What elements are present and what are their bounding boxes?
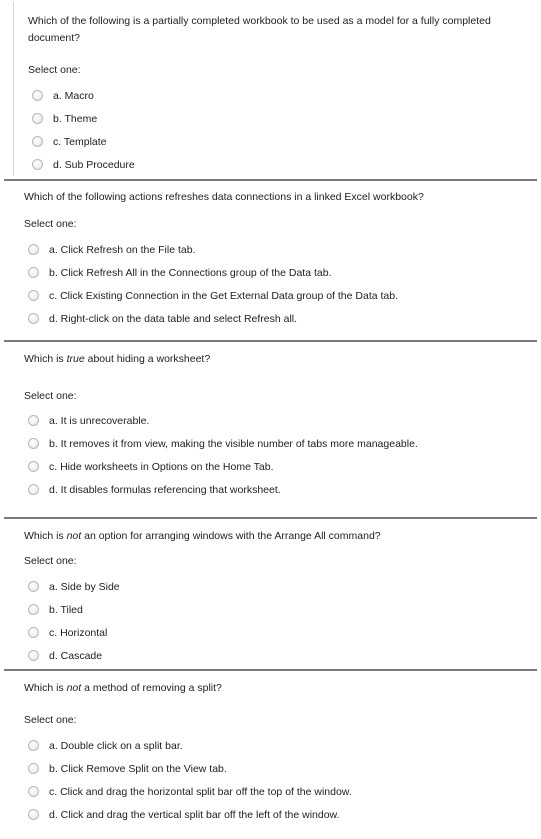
question-2-answers: [28, 238, 398, 330]
answer-label: b. Theme: [53, 112, 98, 125]
question-1-answers: [32, 84, 135, 176]
answer-label: a. Side by Side: [49, 580, 120, 593]
answer-option[interactable]: [28, 621, 120, 644]
question-5-text-emphasis: not: [66, 682, 82, 694]
question-block-4: [0, 519, 541, 669]
question-2-select-label: Select one:: [24, 218, 77, 230]
question-5-text: [24, 680, 524, 697]
answer-label: a. Double click on a split bar.: [49, 739, 183, 752]
answer-label: d. Cascade: [49, 649, 103, 662]
radio-button-icon[interactable]: [28, 650, 39, 661]
question-4-answers: [28, 575, 120, 667]
radio-button-icon[interactable]: [28, 786, 39, 797]
answer-label: b. Click Refresh All in the Connections group of the Data tab.: [49, 266, 332, 279]
answer-option[interactable]: [28, 734, 352, 757]
question-5-select-label: Select one:: [24, 714, 77, 726]
question-3-text-after: about hiding a worksheet?: [84, 353, 211, 365]
question-1-text: Which of the following is a partially completed workbook to be used as a model for a fully completed document?: [28, 15, 491, 44]
question-block-2: [0, 180, 541, 340]
question-4-text-after: an option for arranging windows with the Arrange All command?: [81, 530, 381, 542]
answer-label: d. It disables formulas referencing that worksheet.: [49, 483, 281, 496]
radio-button-icon[interactable]: [32, 113, 43, 124]
radio-button-icon[interactable]: [28, 484, 39, 495]
answer-option[interactable]: [32, 107, 135, 130]
answer-label: b. It removes it from view, making the visible number of tabs more manageable.: [49, 437, 418, 450]
radio-button-icon[interactable]: [28, 809, 39, 820]
question-4-text: [24, 528, 524, 545]
radio-button-icon[interactable]: [28, 244, 39, 255]
answer-option[interactable]: [28, 757, 352, 780]
answer-option[interactable]: [28, 432, 418, 455]
answer-option[interactable]: [28, 284, 398, 307]
answer-option[interactable]: [28, 575, 120, 598]
radio-button-icon[interactable]: [28, 267, 39, 278]
answer-label: d. Right-click on the data table and select Refresh all.: [49, 312, 298, 325]
answer-label: d. Click and drag the vertical split bar off the left of the window.: [49, 808, 340, 821]
radio-button-icon[interactable]: [28, 604, 39, 615]
radio-button-icon[interactable]: [28, 461, 39, 472]
radio-button-icon[interactable]: [28, 581, 39, 592]
answer-label: a. It is unrecoverable.: [49, 414, 150, 427]
radio-button-icon[interactable]: [32, 136, 43, 147]
answer-label: c. Click and drag the horizontal split bar off the top of the window.: [49, 785, 352, 798]
answer-option[interactable]: [28, 478, 418, 501]
answer-option[interactable]: [28, 803, 352, 826]
question-2-text: Which of the following actions refreshes data connections in a linked Excel workbook?: [24, 191, 424, 203]
question-3-select-label: Select one:: [24, 390, 77, 402]
radio-button-icon[interactable]: [28, 438, 39, 449]
answer-option[interactable]: [28, 238, 398, 261]
answer-label: c. Horizontal: [49, 626, 108, 639]
answer-option[interactable]: [28, 780, 352, 803]
answer-label: c. Click Existing Connection in the Get External Data group of the Data tab.: [49, 289, 399, 302]
radio-button-icon[interactable]: [32, 90, 43, 101]
answer-option[interactable]: [28, 644, 120, 667]
answer-label: a. Macro: [53, 89, 94, 102]
question-3-text-emphasis: true: [66, 353, 85, 365]
question-block-1: [0, 0, 541, 178]
answer-option[interactable]: [28, 409, 418, 432]
radio-button-icon[interactable]: [28, 313, 39, 324]
answer-option[interactable]: [28, 455, 418, 478]
question-block-5: [0, 671, 541, 839]
answer-label: c. Template: [53, 135, 107, 148]
question-3-text-before: Which is: [24, 353, 67, 365]
answer-option[interactable]: [32, 130, 135, 153]
question-3-answers: [28, 409, 418, 501]
question-5-answers: [28, 734, 352, 826]
radio-button-icon[interactable]: [28, 763, 39, 774]
radio-button-icon[interactable]: [32, 159, 43, 170]
radio-button-icon[interactable]: [28, 290, 39, 301]
answer-option[interactable]: [32, 153, 135, 176]
radio-button-icon[interactable]: [28, 627, 39, 638]
radio-button-icon[interactable]: [28, 415, 39, 426]
radio-button-icon[interactable]: [28, 740, 39, 751]
question-4-select-label: Select one:: [24, 555, 77, 567]
answer-option[interactable]: [28, 261, 398, 284]
question-block-3: [0, 342, 541, 517]
question-1-left-border: [13, 2, 14, 176]
answer-label: b. Click Remove Split on the View tab.: [49, 762, 227, 775]
answer-option[interactable]: [28, 307, 398, 330]
question-5-text-after: a method of removing a split?: [81, 682, 222, 694]
question-4-text-before: Which is: [24, 530, 67, 542]
answer-label: a. Click Refresh on the File tab.: [49, 243, 196, 256]
question-1-select-label: Select one:: [28, 64, 81, 76]
answer-label: b. Tiled: [49, 603, 83, 616]
answer-option[interactable]: [32, 84, 135, 107]
answer-label: c. Hide worksheets in Options on the Home Tab.: [49, 460, 274, 473]
question-3-text: [24, 351, 524, 368]
answer-option[interactable]: [28, 598, 120, 621]
question-4-text-emphasis: not: [66, 530, 82, 542]
question-5-text-before: Which is: [24, 682, 67, 694]
answer-label: d. Sub Procedure: [53, 158, 135, 171]
